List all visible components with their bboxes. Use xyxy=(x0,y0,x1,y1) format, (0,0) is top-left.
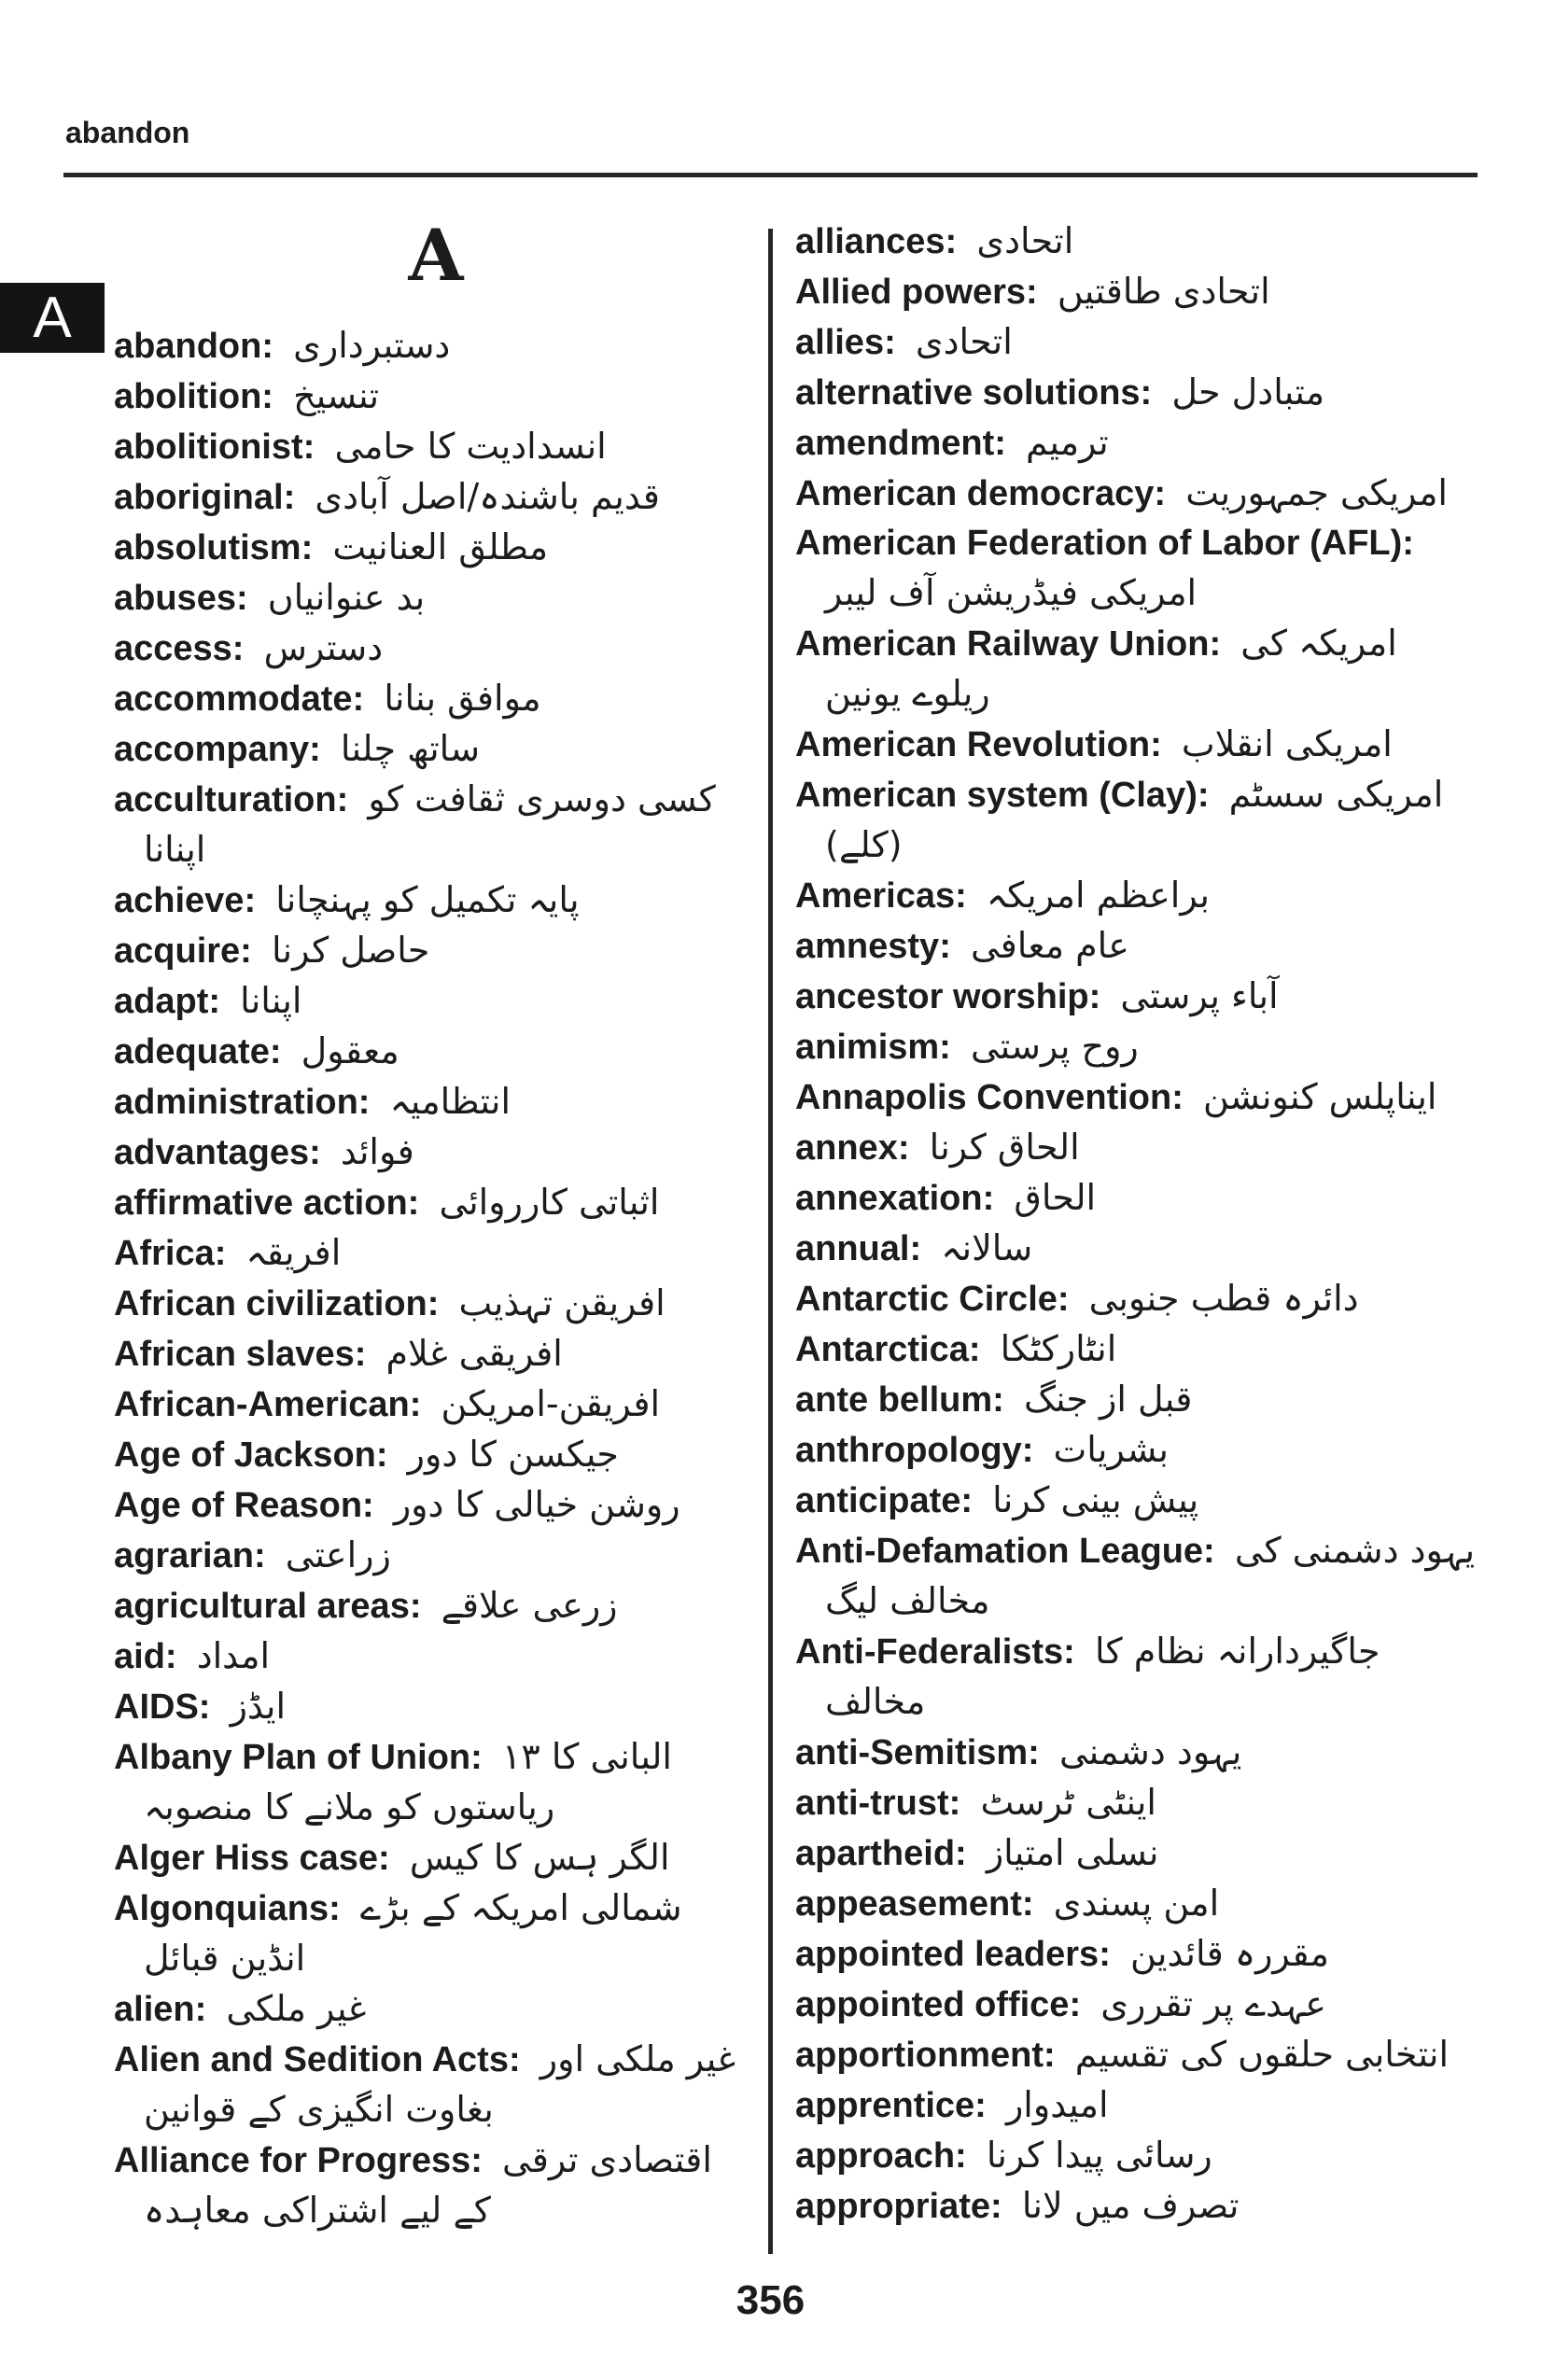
dictionary-entry xyxy=(114,321,758,371)
entry-term: abuses: xyxy=(114,579,248,618)
entry-translation: نسلی امتیاز xyxy=(986,1832,1159,1873)
entry-translation: انٹارکٹکا xyxy=(1000,1328,1117,1369)
dictionary-entry xyxy=(795,1072,1484,1123)
entry-term: amendment: xyxy=(795,424,1006,463)
dictionary-entry xyxy=(114,1984,758,2035)
dictionary-entry xyxy=(114,724,758,775)
entry-translation: اقتصادی ترقی کے لیے اشتراکی معاہدہ xyxy=(144,2139,712,2231)
entry-translation: الگر ہس کا کیس xyxy=(409,1837,670,1878)
entry-translation: امریکی سسٹم (کلے) xyxy=(825,774,1444,865)
dictionary-entry xyxy=(114,1480,758,1531)
dictionary-entry xyxy=(114,1178,758,1228)
dictionary-entry xyxy=(114,1732,758,1833)
entry-term: appointed leaders: xyxy=(795,1935,1111,1974)
entry-translation: فوائد xyxy=(340,1131,414,1172)
entry-translation: ترمیم xyxy=(1026,422,1109,463)
dictionary-entry xyxy=(114,1430,758,1480)
dictionary-entry xyxy=(795,1476,1484,1526)
entry-term: African civilization: xyxy=(114,1284,440,1323)
entry-term: African slaves: xyxy=(114,1335,367,1374)
entry-translation: غیر ملکی xyxy=(226,1988,367,2029)
left-column xyxy=(114,214,758,2236)
entry-term: alien: xyxy=(114,1990,207,2029)
dictionary-entry xyxy=(114,976,758,1027)
entry-term: apportionment: xyxy=(795,2036,1056,2075)
dictionary-entry xyxy=(795,770,1484,871)
entry-translation: تنسیخ xyxy=(293,375,380,416)
dictionary-entry xyxy=(114,1581,758,1631)
entry-term: Alien and Sedition Acts: xyxy=(114,2040,521,2079)
entry-term: absolutism: xyxy=(114,528,314,567)
entry-term: Alliance for Progress: xyxy=(114,2141,483,2180)
entry-translation: انتخابی حلقوں کی تقسیم xyxy=(1074,2034,1450,2075)
dictionary-entry xyxy=(114,2035,758,2135)
entry-translation: غیر ملکی اور بغاوت انگیزی کے قوانین xyxy=(144,2038,736,2130)
entry-translation: افریقہ xyxy=(245,1232,342,1273)
entry-translation: اثباتی کارروائی xyxy=(439,1182,660,1223)
entry-translation: متبادل حل xyxy=(1171,371,1325,413)
entry-translation: موافق بنانا xyxy=(384,678,541,719)
dictionary-entry xyxy=(795,469,1484,519)
dictionary-entry xyxy=(114,1883,758,1984)
dictionary-entry xyxy=(795,871,1484,921)
entry-translation: امداد xyxy=(196,1635,271,1676)
entry-term: abolition: xyxy=(114,377,273,416)
dictionary-entry xyxy=(795,1324,1484,1375)
entry-translation: مطلق العنانیت xyxy=(332,526,549,567)
dictionary-entry xyxy=(795,1879,1484,1929)
entry-translation: شمالی امریکہ کے بڑے انڈین قبائل xyxy=(144,1887,682,1979)
right-column xyxy=(795,217,1484,2232)
entry-translation: یہود دشمنی کی مخالف لیگ xyxy=(825,1530,1476,1621)
dictionary-entry xyxy=(114,2135,758,2236)
dictionary-entry xyxy=(114,623,758,674)
entry-term: acculturation: xyxy=(114,780,349,819)
right-entries xyxy=(795,217,1484,2232)
dictionary-entry xyxy=(795,2181,1484,2232)
entry-translation: اتحادی طاقتیں xyxy=(1057,271,1270,312)
dictionary-entry xyxy=(114,875,758,926)
running-head: abandon xyxy=(65,116,190,149)
entry-translation: الحاق کرنا xyxy=(929,1127,1080,1168)
dictionary-entry xyxy=(795,1173,1484,1224)
entry-translation: اتحادی xyxy=(976,220,1074,261)
dictionary-entry xyxy=(795,972,1484,1022)
entry-term: Anti-Defamation League: xyxy=(795,1532,1215,1571)
dictionary-entry xyxy=(114,775,758,875)
entry-translation: کسی دوسری ثقافت کو اپنانا xyxy=(144,778,716,870)
entry-translation: سالانہ xyxy=(941,1227,1033,1268)
dictionary-entry xyxy=(114,573,758,623)
entry-translation: ایڈز xyxy=(230,1686,287,1727)
section-letter: A xyxy=(408,214,464,297)
entry-term: annex: xyxy=(795,1128,910,1168)
dictionary-entry xyxy=(795,418,1484,469)
dictionary-entry xyxy=(795,267,1484,317)
entry-term: Albany Plan of Union: xyxy=(114,1738,483,1777)
dictionary-entry xyxy=(795,2080,1484,2131)
entry-term: anti-Semitism: xyxy=(795,1733,1040,1772)
dictionary-entry xyxy=(795,1375,1484,1425)
dictionary-entry xyxy=(114,371,758,422)
entry-term: American Railway Union: xyxy=(795,624,1222,664)
dictionary-entry xyxy=(795,1022,1484,1072)
entry-translation: امیدوار xyxy=(1005,2084,1109,2125)
entry-term: Africa: xyxy=(114,1234,227,1273)
entry-term: administration: xyxy=(114,1083,371,1122)
dictionary-entry xyxy=(795,720,1484,770)
entry-term: American system (Clay): xyxy=(795,776,1210,815)
entry-translation: بد عنوانیاں xyxy=(267,577,426,618)
entry-term: adequate: xyxy=(114,1032,282,1071)
entry-term: Algonquians: xyxy=(114,1889,341,1928)
entry-translation: اپنانا xyxy=(240,980,302,1021)
entry-term: American Revolution: xyxy=(795,725,1162,764)
entry-translation: امریکی انقلاب xyxy=(1181,723,1393,764)
entry-translation: دسترس xyxy=(263,627,384,668)
dictionary-entry xyxy=(795,1980,1484,2030)
entry-term: affirmative action: xyxy=(114,1183,420,1223)
dictionary-entry xyxy=(795,519,1484,619)
entry-term: AIDS: xyxy=(114,1687,211,1727)
entry-translation: امریکہ کی ریلوے یونین xyxy=(825,623,1397,714)
entry-term: agricultural areas: xyxy=(114,1587,422,1626)
dictionary-entry xyxy=(114,1531,758,1581)
left-entries xyxy=(114,321,758,2236)
dictionary-entry xyxy=(795,1828,1484,1879)
entry-term: African-American: xyxy=(114,1385,422,1424)
entry-translation: انسدادیت کا حامی xyxy=(334,426,607,467)
entry-translation: امریکی فیڈریشن آف لیبر xyxy=(825,572,1198,613)
dictionary-entry xyxy=(114,1682,758,1732)
entry-term: Allied powers: xyxy=(795,273,1038,312)
entry-term: alliances: xyxy=(795,222,958,261)
entry-term: Americas: xyxy=(795,876,967,916)
entry-term: aboriginal: xyxy=(114,478,296,517)
dictionary-entry xyxy=(795,1425,1484,1476)
dictionary-entry xyxy=(114,1027,758,1077)
entry-translation: پایہ تکمیل کو پہنچانا xyxy=(275,879,580,920)
entry-translation: روشن خیالی کا دور xyxy=(393,1484,680,1525)
dictionary-entry xyxy=(114,1329,758,1379)
entry-term: ancestor worship: xyxy=(795,977,1101,1016)
dictionary-entry xyxy=(795,1274,1484,1324)
dictionary-entry xyxy=(114,1379,758,1430)
entry-term: allies: xyxy=(795,323,896,362)
entry-term: American democracy: xyxy=(795,474,1167,513)
page-number: 356 xyxy=(735,2277,806,2323)
dictionary-entry xyxy=(114,1077,758,1127)
entry-term: annexation: xyxy=(795,1179,995,1218)
entry-term: accompany: xyxy=(114,730,321,769)
entry-term: agrarian: xyxy=(114,1536,266,1575)
dictionary-entry xyxy=(114,926,758,976)
entry-translation: بشریات xyxy=(1053,1429,1169,1470)
dictionary-entry xyxy=(795,619,1484,720)
dictionary-entry xyxy=(795,217,1484,267)
entry-translation: آباء پرستی xyxy=(1120,975,1279,1016)
entry-translation: یہود دشمنی xyxy=(1058,1731,1242,1772)
dictionary-entry xyxy=(114,1127,758,1178)
entry-term: appeasement: xyxy=(795,1884,1034,1924)
entry-term: alternative solutions: xyxy=(795,373,1153,413)
entry-term: amnesty: xyxy=(795,927,951,966)
dictionary-entry xyxy=(114,1228,758,1279)
entry-translation: زرعی علاقے xyxy=(441,1585,618,1626)
dictionary-entry xyxy=(114,472,758,523)
entry-translation: الحاق xyxy=(1014,1177,1097,1218)
entry-translation: مقررہ قائدین xyxy=(1129,1933,1329,1974)
dictionary-entry xyxy=(114,1631,758,1682)
dictionary-entry xyxy=(795,1526,1484,1627)
entry-translation: عہدے پر تقرری xyxy=(1100,1983,1326,2024)
dictionary-entry xyxy=(114,422,758,472)
entry-term: advantages: xyxy=(114,1133,321,1172)
entry-translation: اینٹی ٹرسٹ xyxy=(980,1782,1156,1823)
entry-term: accommodate: xyxy=(114,679,365,719)
entry-translation: پیش بینی کرنا xyxy=(992,1479,1199,1520)
thumb-tab-letter: A xyxy=(0,283,105,353)
column-divider xyxy=(768,229,773,2254)
entry-term: Anti-Federalists: xyxy=(795,1632,1075,1672)
dictionary-entry xyxy=(795,1929,1484,1980)
entry-term: acquire: xyxy=(114,931,252,971)
entry-term: animism: xyxy=(795,1028,951,1067)
entry-term: Age of Reason: xyxy=(114,1486,374,1525)
entry-translation: براعظم امریکہ xyxy=(986,875,1210,916)
entry-translation: البانی کا ۱۳ ریاستوں کو ملانے کا منصوبہ xyxy=(144,1736,672,1827)
entry-term: achieve: xyxy=(114,881,257,920)
entry-translation: انتظامیہ xyxy=(389,1081,511,1122)
entry-translation: افریقی غلام xyxy=(385,1333,563,1374)
entry-translation: روح پرستی xyxy=(970,1026,1139,1067)
entry-term: Age of Jackson: xyxy=(114,1435,388,1475)
entry-term: adapt: xyxy=(114,982,220,1021)
entry-term: abolitionist: xyxy=(114,427,315,467)
entry-translation: دستبرداری xyxy=(293,325,451,366)
dictionary-entry xyxy=(795,1224,1484,1274)
entry-term: Annapolis Convention: xyxy=(795,1078,1184,1117)
entry-term: anticipate: xyxy=(795,1481,974,1520)
dictionary-entry xyxy=(795,921,1484,972)
entry-term: ante bellum: xyxy=(795,1380,1004,1420)
entry-translation: تصرف میں لانا xyxy=(1021,2185,1240,2226)
entry-term: apprentice: xyxy=(795,2086,987,2125)
entry-term: appropriate: xyxy=(795,2187,1002,2226)
entry-translation: قبل از جنگ xyxy=(1023,1379,1193,1420)
entry-term: Antarctic Circle: xyxy=(795,1280,1070,1319)
entry-translation: دائرہ قطب جنوبی xyxy=(1088,1278,1359,1319)
entry-translation: قدیم باشندہ/اصل آبادی xyxy=(315,476,660,517)
dictionary-entry xyxy=(795,1627,1484,1728)
entry-term: aid: xyxy=(114,1637,177,1676)
entry-term: anti-trust: xyxy=(795,1784,961,1823)
dictionary-entry xyxy=(114,523,758,573)
entry-term: Alger Hiss case: xyxy=(114,1839,390,1878)
dictionary-entry xyxy=(795,1778,1484,1828)
dictionary-entry xyxy=(795,1728,1484,1778)
dictionary-entry xyxy=(795,317,1484,368)
entry-term: access: xyxy=(114,629,245,668)
entry-term: appointed office: xyxy=(795,1985,1082,2024)
entry-translation: ساتھ چلنا xyxy=(340,728,481,769)
entry-translation: جاگیردارانہ نظام کا مخالف xyxy=(825,1631,1380,1722)
entry-term: Antarctica: xyxy=(795,1330,981,1369)
dictionary-entry xyxy=(795,368,1484,418)
entry-translation: رسائی پیدا کرنا xyxy=(986,2135,1212,2176)
entry-term: apartheid: xyxy=(795,1834,967,1873)
entry-translation: حاصل کرنا xyxy=(271,930,430,971)
dictionary-entry xyxy=(795,2030,1484,2080)
entry-translation: افریقن تہذیب xyxy=(458,1282,665,1323)
header-rule xyxy=(63,173,1478,177)
entry-translation: جیکسن کا دور xyxy=(407,1434,619,1475)
entry-term: annual: xyxy=(795,1229,922,1268)
entry-translation: امریکی جمہوریت xyxy=(1185,472,1448,513)
entry-term: anthropology: xyxy=(795,1431,1034,1470)
dictionary-entry xyxy=(114,674,758,724)
dictionary-entry xyxy=(795,1123,1484,1173)
entry-translation: معقول xyxy=(301,1030,399,1071)
entry-translation: ایناپلس کنونشن xyxy=(1203,1076,1437,1117)
entry-term: American Federation of Labor (AFL): xyxy=(795,524,1414,563)
dictionary-entry xyxy=(114,1279,758,1329)
dictionary-entry xyxy=(795,2131,1484,2181)
entry-translation: اتحادی xyxy=(915,321,1013,362)
entry-translation: افریقن-امریکن xyxy=(441,1383,661,1424)
dictionary-entry xyxy=(114,1833,758,1883)
entry-translation: عام معافی xyxy=(970,925,1129,966)
entry-translation: امن پسندی xyxy=(1053,1883,1220,1924)
entry-term: abandon: xyxy=(114,327,273,366)
entry-term: approach: xyxy=(795,2136,967,2176)
entry-translation: زراعتی xyxy=(285,1534,391,1575)
